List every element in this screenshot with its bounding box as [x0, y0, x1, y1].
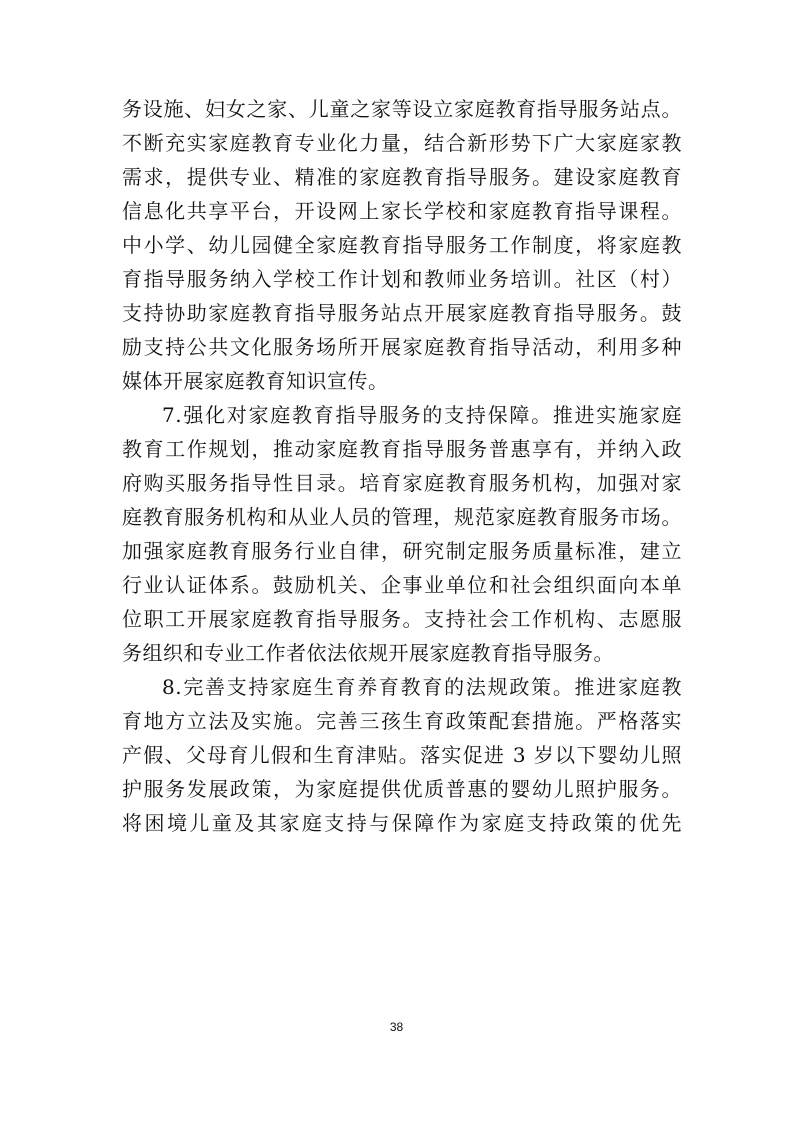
text-line: 行业认证体系。鼓励机关、企事业单位和社会组织面向本单	[122, 573, 682, 597]
text-line: 产假、父母育儿假和生育津贴。落实促进 3 岁以下婴幼儿照	[122, 743, 682, 767]
text-line: 需求，提供专业、精准的家庭教育指导服务。建设家庭教育	[122, 165, 682, 189]
text-line: 府购买服务指导性目录。培育家庭教育服务机构，加强对家	[122, 471, 682, 495]
text-line: 信息化共享平台，开设网上家长学校和家庭教育指导课程。	[122, 199, 682, 223]
body-text	[122, 92, 682, 840]
text-line: 加强家庭教育服务行业自律，研究制定服务质量标准，建立	[122, 539, 682, 563]
text-line: 务设施、妇女之家、儿童之家等设立家庭教育指导服务站点。	[122, 97, 682, 121]
text-line: 务组织和专业工作者依法依规开展家庭教育指导服务。	[122, 641, 614, 665]
text-line: 励支持公共文化服务场所开展家庭教育指导活动，利用多种	[122, 335, 682, 359]
paragraph-7-heading-line: 7.强化对家庭教育指导服务的支持保障。推进实施家庭	[162, 403, 682, 427]
text-line: 将困境儿童及其家庭支持与保障作为家庭支持政策的优先	[122, 811, 682, 835]
text-line: 教育工作规划，推动家庭教育指导服务普惠享有，并纳入政	[122, 437, 682, 461]
text-line: 媒体开展家庭教育知识宣传。	[122, 369, 389, 393]
text-line: 护服务发展政策，为家庭提供优质普惠的婴幼儿照护服务。	[122, 777, 682, 801]
text-line: 中小学、幼儿园健全家庭教育指导服务工作制度，将家庭教	[122, 233, 682, 257]
text-line: 不断充实家庭教育专业化力量，结合新形势下广大家庭家教	[122, 131, 682, 155]
text-line: 育地方立法及实施。完善三孩生育政策配套措施。严格落实	[122, 709, 682, 733]
text-line: 位职工开展家庭教育指导服务。支持社会工作机构、志愿服	[122, 607, 682, 631]
paragraph-8-heading-line: 8.完善支持家庭生育养育教育的法规政策。推进家庭教	[162, 675, 682, 699]
text-line: 庭教育服务机构和从业人员的管理，规范家庭教育服务市场。	[122, 505, 682, 529]
page-number: 38	[389, 1020, 404, 1034]
text-line: 支持协助家庭教育指导服务站点开展家庭教育指导服务。鼓	[122, 301, 682, 325]
text-line: 育指导服务纳入学校工作计划和教师业务培训。社区（村）	[122, 267, 682, 291]
